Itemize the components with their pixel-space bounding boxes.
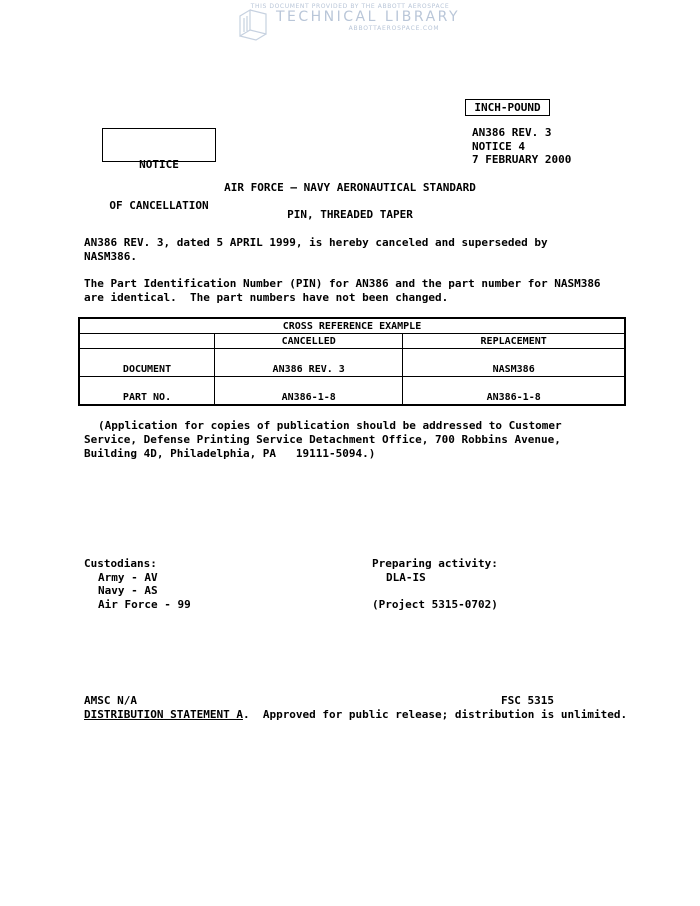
application-note-line3: Building 4D, Philadelphia, PA 19111-5094.): [84, 446, 376, 460]
distribution-label: DISTRIBUTION STATEMENT A: [84, 708, 243, 721]
notice-of-cancellation-box: [102, 128, 216, 212]
amsc-code: AMSC N/A: [84, 694, 137, 707]
watermark-title: TECHNICAL LIBRARY: [275, 9, 461, 25]
custodians-heading: Custodians:: [84, 557, 157, 570]
custodian-air-force: Air Force - 99: [98, 597, 191, 611]
pin-statement-line1: The Part Identification Number (PIN) for AN386 and the part number for NASM386: [84, 277, 601, 290]
item-title: PIN, THREADED TAPER: [287, 208, 413, 221]
unit-box: INCH-POUND: [465, 99, 550, 116]
application-note-line1: (Application for copies of publication should be addressed to Customer: [98, 419, 562, 432]
preparing-activity: DLA-IS: [386, 570, 426, 584]
table-row: [79, 349, 625, 377]
watermark-url: ABBOTTAEROSPACE.COM: [348, 25, 440, 32]
replacement-value: AN386-1-8: [403, 377, 625, 406]
column-header-replacement: REPLACEMENT: [403, 334, 625, 349]
fsc-code: FSC 5315: [501, 694, 554, 707]
table-row: [79, 377, 625, 406]
project-number: (Project 5315-0702): [372, 597, 498, 611]
notice-number: NOTICE 4: [472, 139, 525, 153]
standard-title: AIR FORCE – NAVY AERONAUTICAL STANDARD: [224, 181, 476, 194]
distribution-text: . Approved for public release; distribution is unlimited.: [242, 708, 628, 721]
table-title: CROSS REFERENCE EXAMPLE: [79, 318, 625, 334]
notice-box-line2: OF CANCELLATION: [109, 198, 209, 212]
pin-statement-line2: are identical. The part numbers have not been changed.: [84, 290, 449, 304]
custodian-army: Army - AV: [98, 570, 158, 584]
row-label: PART NO.: [79, 377, 215, 406]
watermark-line-1: THIS DOCUMENT PROVIDED BY THE ABBOTT AEROSPACE: [250, 3, 450, 10]
cancelled-value: AN386 REV. 3: [215, 349, 403, 377]
preparing-activity-heading: Preparing activity:: [372, 557, 498, 570]
replacement-value: NASM386: [403, 349, 625, 377]
distribution-statement: [84, 708, 627, 722]
cancel-statement-line1: AN386 REV. 3, dated 5 APRIL 1999, is hereby canceled and superseded by: [84, 236, 548, 249]
row-label: DOCUMENT: [79, 349, 215, 377]
cancel-statement-line2: NASM386.: [84, 249, 137, 263]
custodian-navy: Navy - AS: [98, 584, 158, 597]
notice-box-line1: NOTICE: [139, 158, 179, 171]
application-note-line2: Service, Defense Printing Service Detachment Office, 700 Robbins Avenue,: [84, 433, 561, 446]
notice-date: 7 FEBRUARY 2000: [472, 153, 572, 166]
cancelled-value: AN386-1-8: [215, 377, 403, 406]
doc-id: AN386 REV. 3: [472, 126, 552, 139]
table-header-blank: [79, 334, 215, 349]
cross-reference-table: [78, 317, 626, 406]
column-header-cancelled: CANCELLED: [215, 334, 403, 349]
